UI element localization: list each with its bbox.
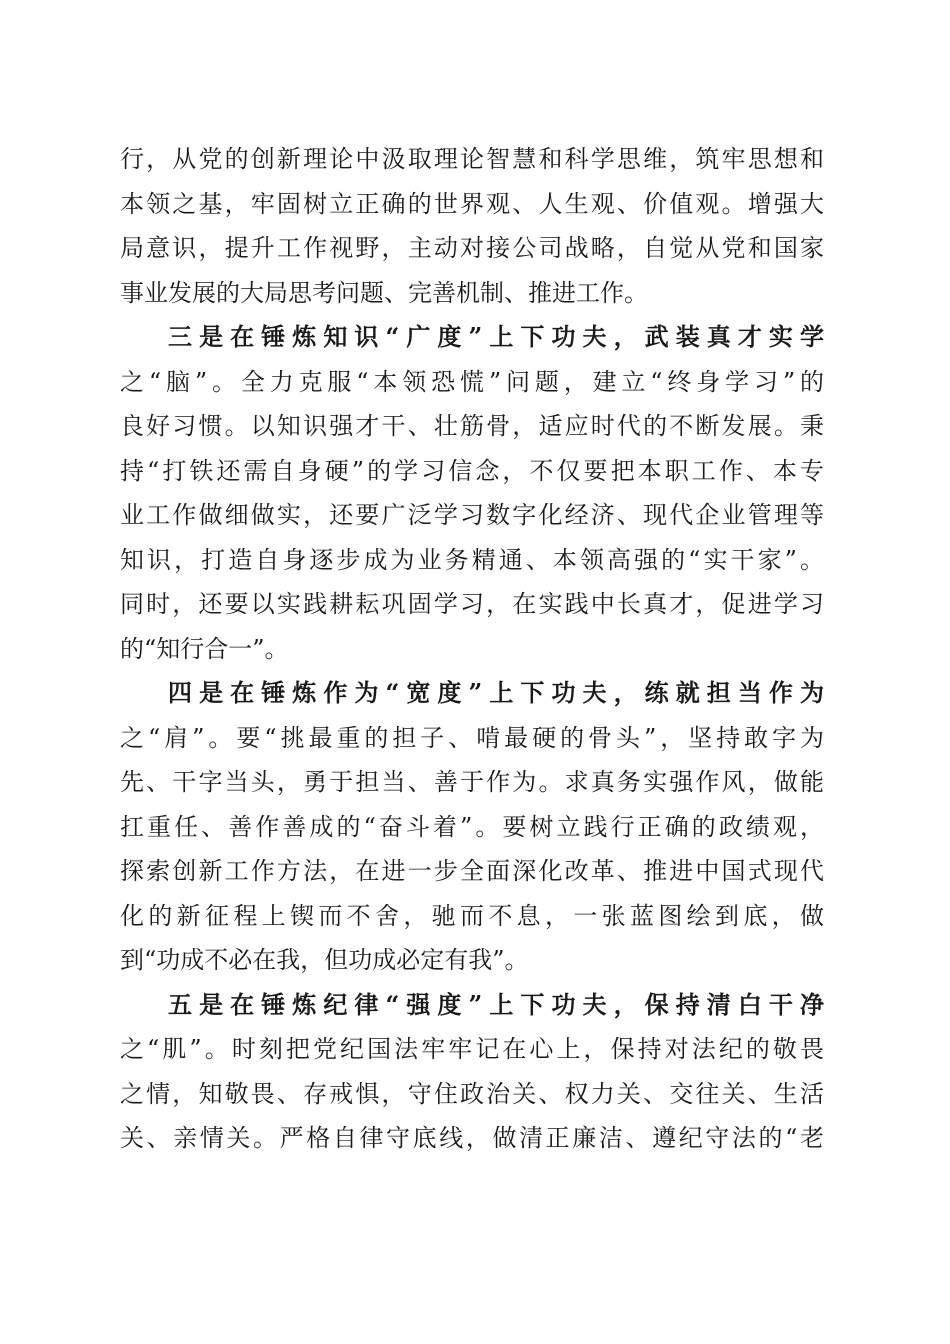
paragraph-heading-line <box>120 315 824 360</box>
paragraph-lead: 五是在锤炼纪律“强度”上下功夫，保持清白干净 <box>168 989 824 1019</box>
text-line: 行，从党的创新理论中汲取理论智慧和科学思维，筑牢思想和 <box>120 145 824 173</box>
text-line: 探索创新工作方法，在进一步全面深化改革、推进中国式现代 <box>120 857 824 885</box>
text-line: 的“知行合一”。 <box>120 634 289 663</box>
paragraph-lead: 四是在锤炼作为“宽度”上下功夫，练就担当作为 <box>168 678 824 707</box>
text-line: 持“打铁还需自身硬”的学习信念，不仅要把本职工作、本专 <box>120 456 824 485</box>
paragraph-lead: 三是在锤炼知识“广度”上下功夫，武装真才实学 <box>168 322 824 351</box>
text-line: 本领之基，牢固树立正确的世界观、人生观、价值观。增强大 <box>120 189 824 218</box>
paragraph-four <box>120 671 824 983</box>
text-line: 到“功成不必在我，但功成必定有我”。 <box>120 946 529 974</box>
text-line: 事业发展的大局思考问题、完善机制、推进工作。 <box>120 278 648 307</box>
text-line: 同时，还要以实践耕耘巩固学习，在实践中长真才，促进学习 <box>120 590 824 618</box>
text-line: 之“脑”。全力克服“本领恐慌”问题，建立“终身学习”的 <box>120 367 824 396</box>
paragraph-heading-line <box>120 671 824 716</box>
paragraph-five <box>120 983 824 1161</box>
text-line: 之“肌”。时刻把党纪国法牢牢记在心上，保持对法纪的敬畏 <box>120 1035 824 1063</box>
paragraph-continued <box>120 137 824 315</box>
text-line: 良好习惯。以知识强才干、壮筋骨，适应时代的不断发展。秉 <box>120 412 824 440</box>
text-line: 之“肩”。要“挑最重的担子、啃最硬的骨头”，坚持敢字为 <box>120 723 824 752</box>
paragraph-three <box>120 315 824 671</box>
text-line: 知识，打造自身逐步成为业务精通、本领高强的“实干家”。 <box>120 545 824 574</box>
text-line: 先、干字当头，勇于担当、善于作为。求真务实强作风，做能 <box>120 768 824 796</box>
document-body <box>120 137 824 1161</box>
text-line: 之情，知敬畏、存戒惧，守住政治关、权力关、交往关、生活 <box>120 1079 824 1108</box>
text-line: 化的新征程上锲而不舍，驰而不息，一张蓝图绘到底，做 <box>120 901 824 930</box>
text-line: 扛重任、善作善成的“奋斗着”。要树立践行正确的政绩观， <box>120 812 824 841</box>
text-line: 业工作做细做实，还要广泛学习数字化经济、现代企业管理等 <box>120 501 824 529</box>
paragraph-heading-line <box>120 983 824 1028</box>
text-line: 关、亲情关。严格自律守底线，做清正廉洁、遵纪守法的“老 <box>120 1124 824 1152</box>
text-line: 局意识，提升工作视野，主动对接公司战略，自觉从党和国家 <box>120 234 824 262</box>
